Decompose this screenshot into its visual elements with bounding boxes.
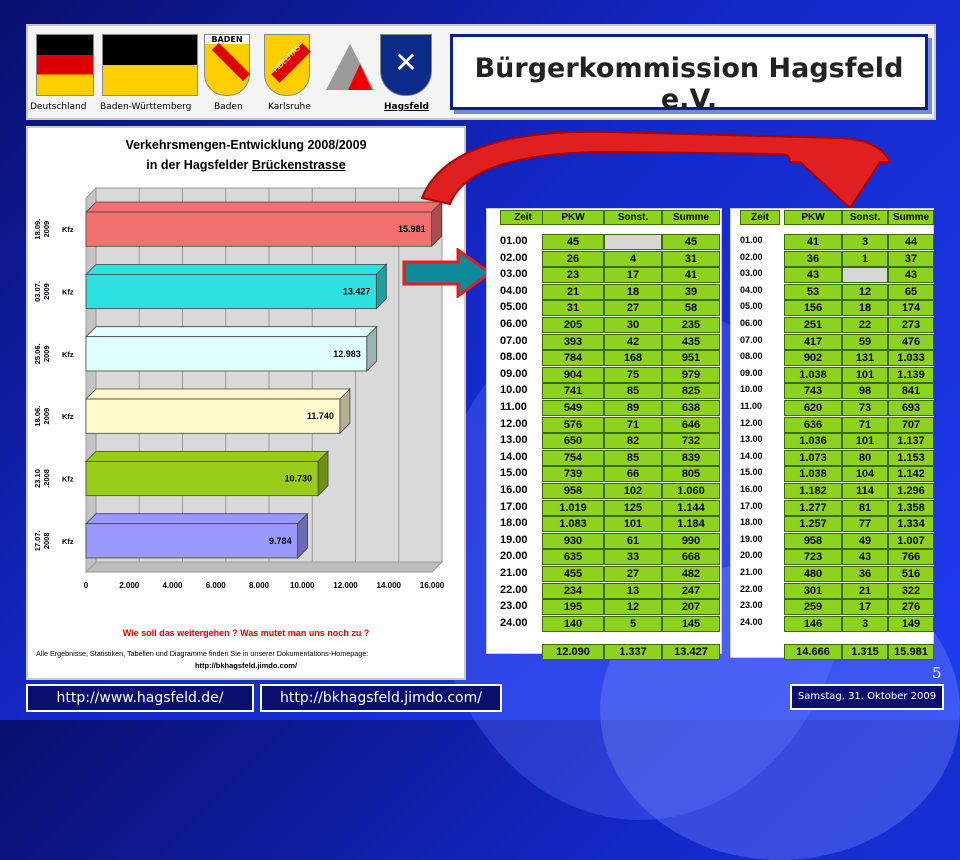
- table-time-cell: 18.00: [740, 517, 763, 528]
- flag-deutschland: [36, 34, 94, 96]
- table-value-cell: 951: [662, 350, 720, 366]
- table-time-cell: 14.00: [500, 450, 528, 463]
- table-value-cell: 958: [784, 533, 842, 549]
- table-header-cell: PKW: [542, 210, 604, 225]
- table-value-cell: 1.142: [888, 466, 934, 482]
- table-value-cell: 140: [542, 616, 604, 632]
- table-header-zeit: Zeit: [500, 210, 546, 225]
- category-label: [33, 281, 51, 302]
- bar-value-label: 10.730: [284, 473, 313, 484]
- table-value-cell: 1.038: [784, 367, 842, 383]
- table-value-cell: 417: [784, 334, 842, 350]
- table-time-cell: 12.00: [740, 417, 763, 428]
- table-value-cell: 71: [842, 417, 888, 433]
- table-total-cell: 1.315: [842, 644, 888, 660]
- table-time-cell: 07.00: [740, 334, 763, 345]
- category-label: [33, 469, 51, 488]
- table-value-cell: 435: [662, 334, 720, 350]
- table-value-cell: 1.296: [888, 483, 934, 499]
- chart-title: Verkehrsmengen-Entwicklung 2008/2009: [125, 138, 367, 152]
- arrow-right-icon: [402, 248, 494, 298]
- table-time-cell: 19.00: [500, 533, 528, 546]
- table-value-cell: 741: [542, 383, 604, 399]
- table-value-cell: 59: [842, 334, 888, 350]
- table-value-cell: 36: [842, 566, 888, 582]
- table-value-cell: 30: [604, 317, 662, 333]
- bar: [86, 524, 298, 558]
- table-value-cell: 75: [604, 367, 662, 383]
- x-tick-label: 2.000: [119, 581, 140, 590]
- table-time-cell: 02.00: [500, 251, 528, 264]
- chart-question: Wie soll das weitergehen ? Was mutet man uns noch zu ?: [122, 628, 370, 638]
- table-value-cell: 251: [784, 317, 842, 333]
- table-value-cell: [604, 234, 662, 250]
- table-value-cell: 114: [842, 483, 888, 499]
- bar-top-face: [86, 389, 350, 399]
- chart-panel: [26, 126, 466, 680]
- link-jimdo[interactable]: http://bkhagsfeld.jimdo.com/: [260, 684, 502, 712]
- table-time-cell: 11.00: [500, 401, 527, 413]
- table-value-cell: 1.033: [888, 350, 934, 366]
- table-value-cell: 1.019: [542, 500, 604, 516]
- table-value-cell: 723: [784, 549, 842, 565]
- table-value-cell: 168: [604, 350, 662, 366]
- table-value-cell: 12: [842, 284, 888, 300]
- table-time-cell: 01.00: [740, 235, 763, 245]
- table-value-cell: 576: [542, 417, 604, 433]
- table-time-cell: 14.00: [740, 450, 763, 461]
- table-value-cell: 638: [662, 400, 720, 416]
- chart-subtitle-underlined: Brückenstrasse: [251, 158, 346, 172]
- table-time-cell: 09.00: [740, 367, 763, 378]
- table-value-cell: 754: [542, 450, 604, 466]
- flag-hagsfeld: ✕: [380, 34, 432, 96]
- table-value-cell: 904: [542, 367, 604, 383]
- table-time-cell: 03.00: [500, 268, 528, 281]
- table-time-cell: 09.00: [500, 367, 528, 380]
- table-value-cell: 1.257: [784, 516, 842, 532]
- table-value-cell: 259: [784, 599, 842, 615]
- title-box: [450, 34, 928, 115]
- category-label-line: 23.10: [33, 469, 42, 488]
- table-value-cell: 234: [542, 583, 604, 599]
- x-tick-label: 4.000: [162, 581, 183, 590]
- bar-chart: [28, 178, 464, 648]
- flag-text: FIDELITAS: [271, 43, 303, 75]
- table-value-cell: 4: [604, 251, 662, 267]
- x-tick-label: 10.000: [290, 581, 315, 590]
- table-time-cell: 19.00: [740, 533, 763, 544]
- table-time-cell: 08.00: [500, 351, 528, 364]
- category-label: [33, 530, 51, 551]
- table-total-cell: 14.666: [784, 644, 842, 660]
- table-time-cell: 10.00: [500, 384, 528, 397]
- table-value-cell: 12: [604, 599, 662, 615]
- table-time-cell: 20.00: [500, 550, 528, 563]
- table-value-cell: 646: [662, 417, 720, 433]
- bar: [86, 337, 367, 371]
- table-value-cell: 393: [542, 334, 604, 350]
- x-tick-label: 6.000: [205, 581, 226, 590]
- unit-label: Kfz: [62, 474, 74, 484]
- category-label-line: 2009: [42, 345, 51, 363]
- category-label: [33, 219, 51, 240]
- table-value-cell: 31: [542, 300, 604, 316]
- table-value-cell: 13: [604, 583, 662, 599]
- table-time-cell: 22.00: [740, 583, 763, 594]
- bar-top-face: [86, 264, 386, 274]
- table-value-cell: 635: [542, 549, 604, 565]
- page-number: 5: [932, 664, 942, 682]
- table-time-cell: 23.00: [500, 600, 528, 613]
- table-value-cell: 620: [784, 400, 842, 416]
- table-value-cell: 1.334: [888, 516, 934, 532]
- table-value-cell: 27: [604, 300, 662, 316]
- date-label: Samstag, 31. Oktober 2009: [790, 684, 944, 710]
- table-time-cell: 05.00: [500, 301, 528, 314]
- table-value-cell: 322: [888, 583, 934, 599]
- bar-top-face: [86, 202, 442, 212]
- table-value-cell: 195: [542, 599, 604, 615]
- table-value-cell: 131: [842, 350, 888, 366]
- bar-value-label: 13.427: [342, 286, 371, 297]
- table-time-cell: 12.00: [500, 417, 528, 430]
- table-value-cell: 77: [842, 516, 888, 532]
- table-value-cell: 650: [542, 433, 604, 449]
- category-label-line: 18.09.: [33, 218, 42, 240]
- table-value-cell: 174: [888, 300, 934, 316]
- table-value-cell: 45: [542, 234, 604, 250]
- unit-label: Kfz: [62, 287, 74, 297]
- table-total-cell: 1.337: [604, 644, 662, 660]
- bar-value-label: 9.784: [269, 535, 292, 546]
- table-value-cell: 65: [888, 284, 934, 300]
- table-value-cell: 31: [662, 251, 720, 267]
- table-value-cell: 766: [888, 549, 934, 565]
- bar: [86, 274, 376, 308]
- table-time-cell: 20.00: [740, 550, 763, 561]
- unit-label: Kfz: [62, 349, 74, 359]
- chart-floor: [86, 562, 442, 572]
- x-tick-label: 14.000: [376, 581, 401, 590]
- table-value-cell: 82: [604, 433, 662, 449]
- table-time-cell: 08.00: [740, 351, 763, 362]
- table-time-cell: 18.00: [500, 517, 528, 530]
- category-label-line: 17.07.: [33, 530, 42, 552]
- table-value-cell: [842, 267, 888, 283]
- table-value-cell: 43: [784, 267, 842, 283]
- table-header-cell: Sonst.: [842, 210, 888, 225]
- bar: [86, 399, 340, 433]
- table-value-cell: 39: [662, 284, 720, 300]
- table-value-cell: 1: [842, 251, 888, 267]
- table-value-cell: 85: [604, 383, 662, 399]
- table-value-cell: 5: [604, 616, 662, 632]
- bar: [86, 212, 432, 246]
- category-label-line: 18.06.: [33, 405, 42, 427]
- table-header-cell: PKW: [784, 210, 842, 225]
- bar: [86, 461, 318, 495]
- table-value-cell: 455: [542, 566, 604, 582]
- x-tick-label: 8.000: [248, 581, 270, 590]
- table-header-zeit: Zeit: [740, 210, 780, 225]
- table-value-cell: 3: [842, 616, 888, 632]
- table-time-cell: 03.00: [740, 268, 763, 279]
- table-value-cell: 276: [888, 599, 934, 615]
- table-time-cell: 15.00: [740, 467, 763, 478]
- bar-top-face: [86, 451, 328, 461]
- table-value-cell: 41: [662, 267, 720, 283]
- link-hagsfeld[interactable]: http://www.hagsfeld.de/: [26, 684, 254, 712]
- table-time-cell: 01.00: [500, 235, 528, 247]
- table-total-cell: 12.090: [542, 644, 604, 660]
- table-value-cell: 805: [662, 466, 720, 482]
- table-time-cell: 21.00: [500, 567, 528, 579]
- table-value-cell: 17: [604, 267, 662, 283]
- table-time-cell: 04.00: [740, 284, 763, 295]
- table-value-cell: 1.038: [784, 466, 842, 482]
- chart-info: Alle Ergebnisse, Statistiken, Tabellen und Diagramme finden Sie in unserer Dokumentations-Homepage:: [36, 649, 369, 658]
- table-value-cell: 1.007: [888, 533, 934, 549]
- table-value-cell: 66: [604, 466, 662, 482]
- table-value-cell: 1.358: [888, 500, 934, 516]
- logo-triangle-accent: [348, 64, 372, 90]
- table-time-cell: 17.00: [740, 500, 763, 511]
- table-time-cell: 16.00: [740, 484, 763, 494]
- category-label-line: 2009: [42, 283, 51, 300]
- table-value-cell: 739: [542, 466, 604, 482]
- table-value-cell: 101: [842, 433, 888, 449]
- chart-subtitle-prefix: in der Hagsfelder: [146, 158, 252, 172]
- table-value-cell: 476: [888, 334, 934, 350]
- table-value-cell: 80: [842, 450, 888, 466]
- table-value-cell: 98: [842, 383, 888, 399]
- table-value-cell: 1.083: [542, 516, 604, 532]
- table-value-cell: 1.277: [784, 500, 842, 516]
- table-value-cell: 102: [604, 483, 662, 499]
- table-value-cell: 693: [888, 400, 934, 416]
- table-value-cell: 990: [662, 533, 720, 549]
- table-value-cell: 81: [842, 500, 888, 516]
- table-value-cell: 743: [784, 383, 842, 399]
- table-time-cell: 21.00: [740, 567, 763, 577]
- table-value-cell: 27: [604, 566, 662, 582]
- table-value-cell: 636: [784, 417, 842, 433]
- table-value-cell: 930: [542, 533, 604, 549]
- table-time-cell: 06.00: [740, 318, 763, 328]
- table-value-cell: 17: [842, 599, 888, 615]
- table-time-cell: 07.00: [500, 334, 528, 347]
- table-time-cell: 10.00: [740, 384, 763, 395]
- bar-value-label: 12.983: [333, 348, 361, 359]
- table-value-cell: 53: [784, 284, 842, 300]
- table-value-cell: 273: [888, 317, 934, 333]
- flag-label: Deutschland: [30, 102, 87, 112]
- unit-label: Kfz: [62, 225, 74, 235]
- table-value-cell: 21: [542, 284, 604, 300]
- table-value-cell: 156: [784, 300, 842, 316]
- table-header-cell: Summe: [888, 210, 934, 225]
- table-value-cell: 43: [842, 549, 888, 565]
- table-header-cell: Sonst.: [604, 210, 662, 225]
- category-label-line: .2008: [42, 469, 51, 488]
- flag-label: Baden-Württemberg: [100, 102, 192, 112]
- category-label-line: 2009: [42, 220, 51, 238]
- table-value-cell: 1.144: [662, 500, 720, 516]
- bar-value-label: 15.981: [398, 224, 426, 235]
- table-value-cell: 61: [604, 533, 662, 549]
- table-value-cell: 235: [662, 317, 720, 333]
- table-value-cell: 1.184: [662, 516, 720, 532]
- table-value-cell: 85: [604, 450, 662, 466]
- table-value-cell: 205: [542, 317, 604, 333]
- table-value-cell: 22: [842, 317, 888, 333]
- table-value-cell: 1.137: [888, 433, 934, 449]
- table-value-cell: 101: [842, 367, 888, 383]
- table-value-cell: 1.060: [662, 483, 720, 499]
- page-title: Bürgerkommission Hagsfeld e.V.: [474, 53, 904, 115]
- table-value-cell: 1.036: [784, 433, 842, 449]
- flag-text: BADEN: [205, 35, 249, 44]
- table-total-cell: 15.981: [888, 644, 934, 660]
- table-time-cell: 15.00: [500, 467, 528, 480]
- table-value-cell: 43: [888, 267, 934, 283]
- table-value-cell: 3: [842, 234, 888, 250]
- table-value-cell: 958: [542, 483, 604, 499]
- table-value-cell: 825: [662, 383, 720, 399]
- table-value-cell: 841: [888, 383, 934, 399]
- table-time-cell: 02.00: [740, 251, 763, 262]
- table-value-cell: 301: [784, 583, 842, 599]
- category-label: [33, 406, 51, 427]
- bar-top-face: [86, 327, 377, 337]
- table-value-cell: 1.073: [784, 450, 842, 466]
- chart-url: http://bkhagsfeld.jimdo.com/: [194, 661, 298, 670]
- table-value-cell: 45: [662, 234, 720, 250]
- table-value-cell: 18: [842, 300, 888, 316]
- x-tick-label: 12.000: [333, 581, 358, 590]
- table-value-cell: 207: [662, 599, 720, 615]
- category-label-line: 2009: [42, 407, 51, 425]
- table-value-cell: 41: [784, 234, 842, 250]
- flag-label: Hagsfeld: [384, 102, 429, 112]
- table-value-cell: 482: [662, 566, 720, 582]
- table-time-cell: 13.00: [500, 434, 528, 447]
- flag-baden: [204, 34, 250, 96]
- table-value-cell: 146: [784, 616, 842, 632]
- hagsfeld-logo-icon: [322, 34, 378, 94]
- table-value-cell: 36: [784, 251, 842, 267]
- table-value-cell: 480: [784, 566, 842, 582]
- table-value-cell: 247: [662, 583, 720, 599]
- category-label-line: 25.06.: [33, 343, 42, 365]
- bar-top-face: [86, 514, 308, 524]
- table-value-cell: 104: [842, 466, 888, 482]
- flag-stripe: [212, 43, 250, 81]
- table-time-cell: 04.00: [500, 284, 528, 297]
- table-value-cell: 668: [662, 549, 720, 565]
- category-label-line: 03.07.: [33, 281, 42, 302]
- table-value-cell: 44: [888, 234, 934, 250]
- table-value-cell: 125: [604, 500, 662, 516]
- table-value-cell: 1.153: [888, 450, 934, 466]
- table-value-cell: 149: [888, 616, 934, 632]
- flag-label: Karlsruhe: [268, 102, 311, 112]
- unit-label: Kfz: [62, 412, 74, 422]
- table-header-cell: Summe: [662, 210, 720, 225]
- table-total-cell: 13.427: [662, 644, 720, 660]
- x-tick-label: 16.000: [419, 581, 445, 590]
- table-value-cell: 33: [604, 549, 662, 565]
- table-time-cell: 16.00: [500, 484, 528, 496]
- table-value-cell: 37: [888, 251, 934, 267]
- table-value-cell: 784: [542, 350, 604, 366]
- table-value-cell: 732: [662, 433, 720, 449]
- chart-subtitle: [28, 158, 464, 172]
- table-value-cell: 549: [542, 400, 604, 416]
- table-value-cell: 18: [604, 284, 662, 300]
- table-value-cell: 21: [842, 583, 888, 599]
- table-time-cell: 05.00: [740, 301, 763, 312]
- x-tick-label: 0: [83, 581, 89, 590]
- table-time-cell: 13.00: [740, 434, 763, 445]
- table-value-cell: 979: [662, 367, 720, 383]
- table-value-cell: 49: [842, 533, 888, 549]
- table-value-cell: 42: [604, 334, 662, 350]
- table-time-cell: 17.00: [500, 500, 528, 513]
- flag-karlsruhe: [264, 34, 310, 96]
- table-value-cell: 58: [662, 300, 720, 316]
- table-value-cell: 1.139: [888, 367, 934, 383]
- category-label-line: 2008: [42, 532, 51, 550]
- table-time-cell: 24.00: [500, 616, 528, 629]
- table-time-cell: 24.00: [740, 616, 763, 627]
- table-time-cell: 06.00: [500, 318, 528, 330]
- table-value-cell: 1.182: [784, 483, 842, 499]
- table-value-cell: 26: [542, 251, 604, 267]
- table-time-cell: 11.00: [740, 401, 763, 411]
- flag-label: Baden: [214, 102, 243, 112]
- table-value-cell: 71: [604, 417, 662, 433]
- unit-label: Kfz: [62, 536, 74, 546]
- table-value-cell: 23: [542, 267, 604, 283]
- table-time-cell: 22.00: [500, 583, 528, 596]
- table-value-cell: 516: [888, 566, 934, 582]
- table-value-cell: 707: [888, 417, 934, 433]
- table-value-cell: 89: [604, 400, 662, 416]
- bar-value-label: 11.740: [306, 411, 334, 422]
- category-label: [33, 343, 51, 364]
- table-value-cell: 902: [784, 350, 842, 366]
- table-time-cell: 23.00: [740, 600, 763, 611]
- table-value-cell: 101: [604, 516, 662, 532]
- flag-baden-wuerttemberg: [102, 34, 198, 96]
- table-value-cell: 145: [662, 616, 720, 632]
- header-banner: [26, 24, 936, 120]
- table-value-cell: 73: [842, 400, 888, 416]
- table-value-cell: 839: [662, 450, 720, 466]
